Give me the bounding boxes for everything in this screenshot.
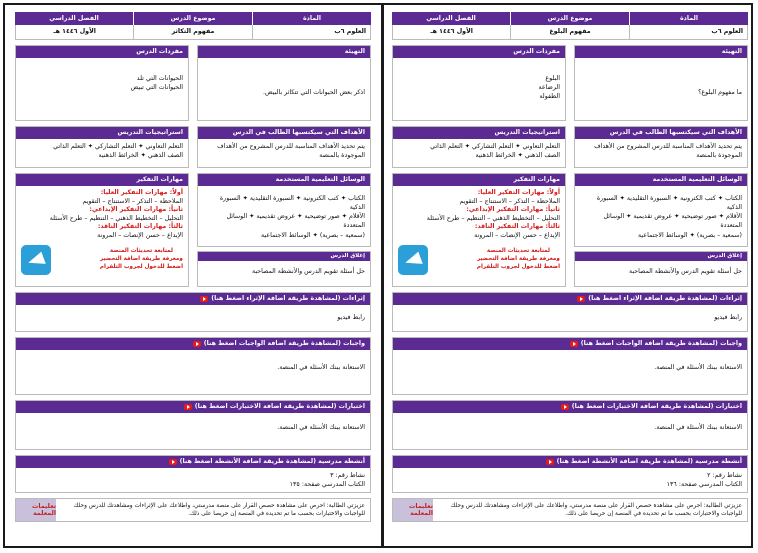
thinking-text: التحليل – التخطيط الذهني – التنظيم – طرح الأسئلة <box>49 214 183 222</box>
enrich-title[interactable]: إثراءات (لمشاهدة طريقة اضافة الإثراء اضغط هنا) <box>393 293 747 305</box>
thinking-heading: ثالثاً: مهارات التفكير الناقد: <box>474 223 560 230</box>
goals-title: الأهداف التي سيكتسبها الطالب في الدرس <box>198 127 370 139</box>
enrich-title[interactable]: إثراءات (لمشاهدة طريقة اضافة الإثراء اضغط هنا) <box>16 293 370 305</box>
telegram-text: اضغط للدخول لجروب التلقرام <box>476 263 560 270</box>
goals-box <box>197 126 371 168</box>
strategies-box <box>15 126 189 168</box>
youtube-icon[interactable] <box>546 459 554 465</box>
aids-line: (سمعية – بصرية) ✦ الوسائط الاجتماعية <box>638 231 742 239</box>
activities-title[interactable]: أنشطة مدرسية (لمشاهدة طريقة اضافة الأنشطة اضغط هنا) <box>393 456 747 468</box>
telegram-icon[interactable] <box>398 245 428 275</box>
homework-text: الاستعانة ببنك الأسئلة في المنصة. <box>277 364 365 371</box>
instructions-label: تعليمات المعلمة <box>16 499 56 521</box>
intro-text: اذكر بعض الحيوانات التي تتكاثر بالبيض. <box>263 89 365 96</box>
strategies-box <box>392 126 566 168</box>
subject-header: المادة <box>252 12 371 25</box>
vocab-item: البلوغ <box>545 75 560 82</box>
term-header: الفصل الدراسي <box>426 15 476 22</box>
subject-value: العلوم ٦ب <box>629 25 747 39</box>
youtube-icon[interactable] <box>577 296 585 302</box>
header-values <box>15 25 371 40</box>
aids-line: الكتاب ✦ كتب الكترونية ✦ السبورة التقليدية ✦ السبورة الذكية <box>219 195 365 212</box>
aids-box <box>574 173 748 247</box>
enrich-text: رابط فيديو <box>337 314 365 321</box>
homework-title[interactable]: واجبات (لمشاهدة طريقة اضافة الواجبات اضغط هنا) <box>393 338 747 350</box>
intro-text: ما مفهوم البلوغ؟ <box>698 89 742 96</box>
thinking-title: مهارات التفكير <box>16 174 188 186</box>
telegram-text: ومعرفة طريقة اضافة التحضير <box>100 256 183 263</box>
homework-section <box>392 337 748 395</box>
thinking-text: الإبداع – حسن الإنصات – المرونة <box>97 231 183 239</box>
telegram-text: اضغط للدخول لجروب التلقرام <box>99 263 183 270</box>
instructions-section <box>392 498 748 522</box>
closing-title: إغلاق الدرس <box>198 252 370 261</box>
topic-value: مفهوم البلوغ <box>510 25 628 39</box>
aids-line: الأقلام ✦ صور توضيحية ✦ عروض تقديمية ✦ الوسائل المتعددة <box>226 213 365 230</box>
instructions-label: تعليمات المعلمة <box>393 499 433 521</box>
thinking-title: مهارات التفكير <box>393 174 565 186</box>
aids-box <box>197 173 371 247</box>
thinking-heading: ثالثاً: مهارات التفكير الناقد: <box>97 223 183 230</box>
aids-line: (سمعية – بصرية) ✦ الوسائط الاجتماعية <box>261 231 365 239</box>
tests-text: الاستعانة ببنك الأسئلة في المنصة. <box>277 424 365 431</box>
header-bar <box>392 12 748 25</box>
intro-title: التهيئة <box>575 46 747 58</box>
vocab-title: مفردات الدرس <box>16 46 188 58</box>
thinking-heading: ثانياً: مهارات التفكير الإبداعي: <box>466 206 560 213</box>
aids-line: الكتاب ✦ كتب الكترونية ✦ السبورة التقليدية ✦ السبورة الذكية <box>596 195 742 212</box>
activity-number: نشاط رقم: ٢ <box>707 472 742 479</box>
enrich-section <box>15 292 371 332</box>
telegram-text: لمتابعة تحديثات المنصة <box>109 248 174 255</box>
enrich-text: رابط فيديو <box>714 314 742 321</box>
aids-title: الوسائل التعليمية المستخدمة <box>575 174 747 186</box>
youtube-icon[interactable] <box>200 296 208 302</box>
instructions-text: عزيزتي الطالبة: احرص على مشاهدة حصص القرار على منصة مدرستي، واطلاعك على الإثراءات ومشاهدتك للدرس وحلك للواجبات والاختبارات بحسب ما تم تحديده في المنصة إن حريصا على ذلك. <box>73 503 365 518</box>
strategies-line: التعلم التعاوني ✦ التعلم التشاركي ✦ التعلم الذاتي <box>430 143 560 150</box>
activity-page: الكتاب المدرسي صفحة: ١٣٦ <box>666 481 742 489</box>
vocab-item: الحيوانات التي تلد <box>136 75 183 82</box>
goals-box <box>574 126 748 168</box>
telegram-icon[interactable] <box>21 245 51 275</box>
vocab-item: الحيوانات التي تبيض <box>130 84 183 92</box>
telegram-promo[interactable] <box>16 243 188 277</box>
goals-title: الأهداف التي سيكتسبها الطالب في الدرس <box>575 127 747 139</box>
youtube-icon[interactable] <box>570 341 578 347</box>
thinking-text: الملاحظة – التذكر – الاستنتاج – التقويم <box>459 197 560 205</box>
homework-text: الاستعانة ببنك الأسئلة في المنصة. <box>654 364 742 371</box>
topic-value: مفهوم التكاثر <box>133 25 251 39</box>
thinking-heading: ثانياً: مهارات التفكير الإبداعي: <box>89 206 183 213</box>
page-divider <box>381 5 384 546</box>
activities-title[interactable]: أنشطة مدرسية (لمشاهدة طريقة اضافة الأنشطة اضغط هنا) <box>16 456 370 468</box>
instructions-section <box>15 498 371 522</box>
closing-text: حل أسئلة تقويم الدرس والأنشطة المصاحبة <box>628 268 742 275</box>
subject-header: المادة <box>629 12 748 25</box>
youtube-icon[interactable] <box>561 404 569 410</box>
closing-title: إغلاق الدرس <box>575 252 747 261</box>
youtube-icon[interactable] <box>193 341 201 347</box>
thinking-heading: أولاً: مهارات التفكير العليا: <box>100 189 183 196</box>
thinking-text: التحليل – التخطيط الذهني – التنظيم – طرح الأسئلة <box>426 214 560 222</box>
vocab-title: مفردات الدرس <box>393 46 565 58</box>
vocab-box <box>15 45 189 121</box>
activity-page: الكتاب المدرسي صفحة: ١٣٥ <box>289 481 365 489</box>
strategies-line: الصف الذهني ✦ الخرائط الذهنية <box>475 152 560 160</box>
goals-text: يتم تحديد الأهداف المناسبة للدرس المشروح من الأهداف الموجودة بالمنصة <box>594 143 742 160</box>
instructions-text: عزيزتي الطالبة: احرص على مشاهدة حصص القرار على منصة مدرستي، واطلاعك على الإثراءات ومشاهدتك للدرس وحلك للواجبات والاختبارات بحسب ما تم تحديده في المنصة إن حريصا على ذلك. <box>450 503 742 518</box>
intro-box <box>197 45 371 121</box>
enrich-section <box>392 292 748 332</box>
thinking-box <box>392 173 566 287</box>
homework-title[interactable]: واجبات (لمشاهدة طريقة اضافة الواجبات اضغط هنا) <box>16 338 370 350</box>
activity-number: نشاط رقم: ٣ <box>330 472 365 479</box>
topic-header: موضوع الدرس <box>510 12 629 25</box>
homework-section <box>15 337 371 395</box>
header-bar <box>15 12 371 25</box>
topic-header: موضوع الدرس <box>133 12 252 25</box>
thinking-text: الملاحظة – التذكر – الاستنتاج – التقويم <box>82 197 183 205</box>
term-value: الأول ١٤٤٦ هـ <box>430 28 473 35</box>
vocab-box <box>392 45 566 121</box>
header-values <box>392 25 748 40</box>
closing-text: حل أسئلة تقويم الدرس والأنشطة المصاحبة <box>251 268 365 275</box>
activities-section <box>392 455 748 493</box>
lesson-page-1 <box>392 12 748 522</box>
tests-text: الاستعانة ببنك الأسئلة في المنصة. <box>654 424 742 431</box>
activities-section <box>15 455 371 493</box>
telegram-text: لمتابعة تحديثات المنصة <box>486 248 551 255</box>
term-header: الفصل الدراسي <box>49 15 99 22</box>
subject-value: العلوم ٦ب <box>252 25 370 39</box>
goals-text: يتم تحديد الأهداف المناسبة للدرس المشروح من الأهداف الموجودة بالمنصة <box>217 143 365 160</box>
vocab-item: الطفولة <box>539 93 560 101</box>
tests-title[interactable]: اختبارات (لمشاهدة طريقة اضافة الاختبارات اضغط هنا) <box>16 401 370 413</box>
thinking-heading: أولاً: مهارات التفكير العليا: <box>477 189 560 196</box>
intro-box <box>574 45 748 121</box>
strategies-title: استراتيجيات التدريس <box>393 127 565 139</box>
strategies-line: الصف الذهني ✦ الخرائط الذهنية <box>98 152 183 160</box>
strategies-line: التعلم التعاوني ✦ التعلم التشاركي ✦ التعلم الذاتي <box>53 143 183 150</box>
youtube-icon[interactable] <box>184 404 192 410</box>
thinking-text: الإبداع – حسن الإنصات – المرونة <box>474 231 560 239</box>
term-value: الأول ١٤٤٦ هـ <box>53 28 96 35</box>
tests-title[interactable]: اختبارات (لمشاهدة طريقة اضافة الاختبارات اضغط هنا) <box>393 401 747 413</box>
closing-box <box>197 251 371 287</box>
vocab-item: الرضاعة <box>538 84 560 92</box>
closing-box <box>574 251 748 287</box>
aids-line: الأقلام ✦ صور توضيحية ✦ عروض تقديمية ✦ الوسائل المتعددة <box>603 213 742 230</box>
telegram-text: ومعرفة طريقة اضافة التحضير <box>477 256 560 263</box>
telegram-promo[interactable] <box>393 243 565 277</box>
lesson-page-2 <box>15 12 371 522</box>
strategies-title: استراتيجيات التدريس <box>16 127 188 139</box>
aids-title: الوسائل التعليمية المستخدمة <box>198 174 370 186</box>
thinking-box <box>15 173 189 287</box>
tests-section <box>392 400 748 450</box>
youtube-icon[interactable] <box>169 459 177 465</box>
tests-section <box>15 400 371 450</box>
intro-title: التهيئة <box>198 46 370 58</box>
